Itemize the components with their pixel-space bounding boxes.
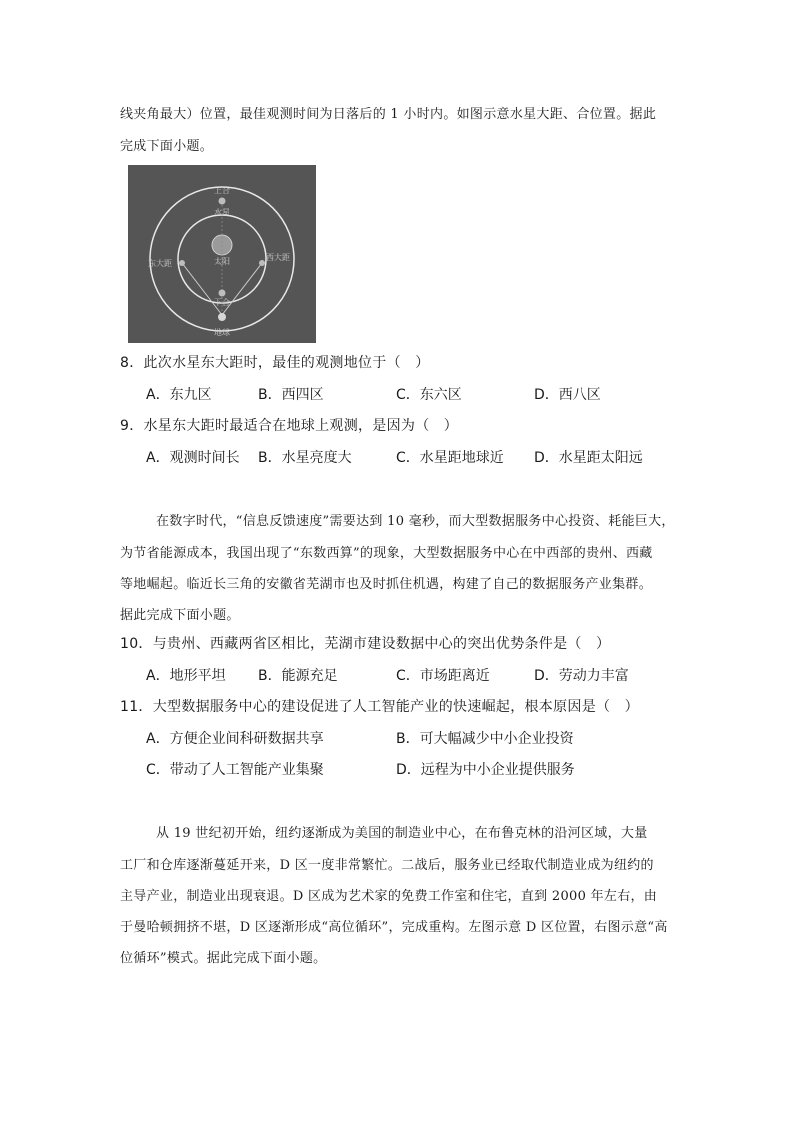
question-11-stem: 11．大型数据服务中心的建设促进了人工智能产业的快速崛起，根本原因是（ ） bbox=[120, 699, 639, 715]
q10-option-c[interactable]: C．市场距离近 bbox=[396, 668, 490, 684]
q10-option-d[interactable]: D．劳动力丰富 bbox=[534, 668, 629, 684]
passage2-line1: 在数字时代，“信息反馈速度”需要达到 10 毫秒，而大型数据服务中心投资、耗能巨大， bbox=[156, 514, 675, 529]
q9-option-b[interactable]: B．水星亮度大 bbox=[258, 450, 352, 466]
q9-option-a[interactable]: A．观测时间长 bbox=[146, 450, 240, 466]
passage3-line1: 从 19 世纪初开始，纽约逐渐成为美国的制造业中心，在布鲁克林的沿河区域，大量 bbox=[156, 826, 648, 841]
label-west-elongation: 西大距 bbox=[266, 253, 290, 262]
question-11-options-row2 bbox=[146, 759, 666, 781]
west-elongation-dot bbox=[259, 260, 265, 266]
q8-option-a[interactable]: A．东九区 bbox=[146, 387, 212, 403]
q8-option-b[interactable]: B．西四区 bbox=[258, 387, 324, 403]
question-11-options-row1 bbox=[146, 728, 666, 750]
q11-option-b[interactable]: B．可大幅减少中小企业投资 bbox=[396, 731, 574, 747]
earth-icon bbox=[218, 313, 226, 321]
passage2-line2: 为节省能源成本，我国出现了“东数西算”的现象，大型数据服务中心在中西部的贵州、西藏 bbox=[120, 546, 653, 561]
passage1-line2: 完成下面小题。 bbox=[120, 139, 214, 154]
question-9-options bbox=[146, 447, 666, 469]
q9-option-c[interactable]: C．水星距地球近 bbox=[396, 450, 504, 466]
passage2-line4: 据此完成下面小题。 bbox=[120, 608, 240, 623]
label-mercury: 水星 bbox=[214, 208, 230, 217]
q11-option-a[interactable]: A．方便企业间科研数据共享 bbox=[146, 731, 324, 747]
passage3-line5: 位循环”模式。据此完成下面小题。 bbox=[120, 951, 327, 966]
passage3-line3: 主导产业，制造业出现衰退。D 区成为艺术家的免费工作室和住宅，直到 2000 年左右，由 bbox=[120, 889, 658, 904]
mercury-orbit-figure bbox=[128, 165, 316, 343]
label-lower-conjunction: 下合 bbox=[214, 298, 230, 307]
label-sun: 太阳 bbox=[214, 257, 230, 266]
question-10-stem: 10．与贵州、西藏两省区相比，芜湖市建设数据中心的突出优势条件是（ ） bbox=[120, 636, 611, 652]
q10-option-b[interactable]: B．能源充足 bbox=[258, 668, 338, 684]
label-east-elongation: 东大距 bbox=[148, 259, 172, 268]
q8-option-d[interactable]: D．西八区 bbox=[534, 387, 601, 403]
label-upper-conjunction: 上合 bbox=[214, 186, 230, 195]
q9-option-d[interactable]: D．水星距太阳远 bbox=[534, 450, 643, 466]
passage3-line2: 工厂和仓库逐渐蔓延开来，D 区一度非常繁忙。二战后，服务业已经取代制造业成为纽约的 bbox=[120, 858, 654, 873]
q8-option-c[interactable]: C．东六区 bbox=[396, 387, 462, 403]
orbit-diagram bbox=[128, 165, 316, 343]
lower-conjunction-dot bbox=[219, 290, 226, 297]
q11-option-d[interactable]: D．远程为中小企业提供服务 bbox=[396, 762, 575, 778]
question-8-options bbox=[146, 384, 646, 406]
upper-conjunction-dot bbox=[219, 198, 226, 205]
question-8-stem: 8．此次水星东大距时，最佳的观测地位于（ ） bbox=[120, 355, 430, 371]
passage3-line4: 于曼哈顿拥挤不堪，D 区逐渐形成“高位循环”，完成重构。左图示意 D 区位置，右图示意“高 bbox=[120, 920, 668, 935]
q10-option-a[interactable]: A．地形平坦 bbox=[146, 668, 226, 684]
east-elongation-dot bbox=[179, 260, 185, 266]
passage2-line3: 等地崛起。临近长三角的安徽省芜湖市也及时抓住机遇，构建了自己的数据服务产业集群。 bbox=[120, 577, 653, 592]
passage1-line1: 线夹角最大）位置，最佳观测时间为日落后的 1 小时内。如图示意水星大距、合位置。据此 bbox=[120, 107, 657, 122]
q11-option-c[interactable]: C．带动了人工智能产业集聚 bbox=[146, 762, 324, 778]
question-9-stem: 9．水星东大距时最适合在地球上观测，是因为（ ） bbox=[120, 418, 459, 434]
label-earth: 地球 bbox=[214, 328, 230, 337]
question-10-options bbox=[146, 665, 666, 687]
